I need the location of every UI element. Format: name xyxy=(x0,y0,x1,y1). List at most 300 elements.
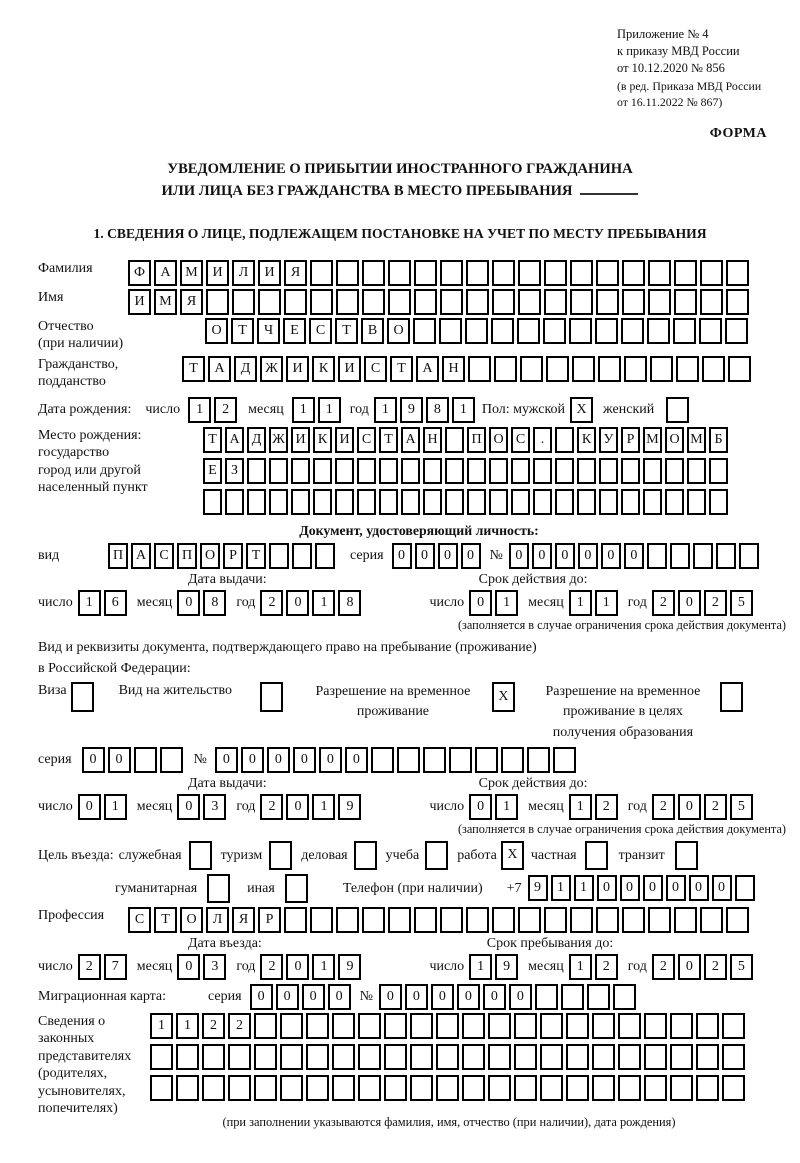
form-cell[interactable] xyxy=(514,1075,537,1101)
residence-permit-checkbox[interactable] xyxy=(260,682,283,712)
form-cell[interactable] xyxy=(336,260,359,286)
form-cell[interactable]: 2 xyxy=(704,794,727,820)
form-cell[interactable] xyxy=(647,543,667,569)
form-cell[interactable] xyxy=(700,260,723,286)
form-cell[interactable] xyxy=(726,260,749,286)
form-cell[interactable] xyxy=(696,1013,719,1039)
form-cell[interactable] xyxy=(467,458,486,484)
form-cell[interactable] xyxy=(670,1013,693,1039)
form-cell[interactable] xyxy=(269,489,288,515)
form-cell[interactable]: 1 xyxy=(292,397,315,423)
form-cell[interactable]: Т xyxy=(379,427,398,453)
form-cell[interactable] xyxy=(520,356,543,382)
form-cell[interactable] xyxy=(176,1075,199,1101)
form-cell[interactable] xyxy=(553,747,576,773)
form-cell[interactable] xyxy=(436,1013,459,1039)
form-cell[interactable] xyxy=(644,1013,667,1039)
form-cell[interactable] xyxy=(599,489,618,515)
form-cell[interactable] xyxy=(358,1013,381,1039)
form-cell[interactable] xyxy=(313,458,332,484)
form-cell[interactable] xyxy=(595,318,618,344)
form-cell[interactable]: 0 xyxy=(483,984,506,1010)
form-cell[interactable]: Е xyxy=(283,318,306,344)
form-cell[interactable] xyxy=(722,1013,745,1039)
form-cell[interactable] xyxy=(160,747,183,773)
form-cell[interactable] xyxy=(306,1044,329,1070)
form-cell[interactable] xyxy=(492,260,515,286)
form-cell[interactable] xyxy=(621,489,640,515)
form-cell[interactable]: О xyxy=(200,543,220,569)
form-cell[interactable]: 2 xyxy=(652,794,675,820)
form-cell[interactable]: 0 xyxy=(469,794,492,820)
form-cell[interactable]: 0 xyxy=(689,875,709,901)
form-cell[interactable]: 1 xyxy=(312,954,335,980)
form-cell[interactable] xyxy=(618,1044,641,1070)
form-cell[interactable]: 1 xyxy=(312,794,335,820)
form-cell[interactable] xyxy=(555,489,574,515)
form-cell[interactable]: 0 xyxy=(319,747,342,773)
form-cell[interactable] xyxy=(291,458,310,484)
form-cell[interactable]: 0 xyxy=(177,794,200,820)
form-cell[interactable]: . xyxy=(533,427,552,453)
form-cell[interactable]: О xyxy=(180,907,203,933)
form-cell[interactable]: Л xyxy=(232,260,255,286)
form-cell[interactable]: Я xyxy=(180,289,203,315)
form-cell[interactable] xyxy=(687,489,706,515)
form-cell[interactable] xyxy=(401,489,420,515)
form-cell[interactable] xyxy=(332,1013,355,1039)
form-cell[interactable] xyxy=(284,907,307,933)
form-cell[interactable]: 1 xyxy=(569,794,592,820)
form-cell[interactable] xyxy=(410,1013,433,1039)
form-cell[interactable]: Н xyxy=(423,427,442,453)
form-cell[interactable]: Р xyxy=(621,427,640,453)
form-cell[interactable]: 0 xyxy=(712,875,732,901)
form-cell[interactable]: 2 xyxy=(652,590,675,616)
form-cell[interactable] xyxy=(728,356,751,382)
form-cell[interactable]: 0 xyxy=(532,543,552,569)
form-cell[interactable]: М xyxy=(180,260,203,286)
form-cell[interactable] xyxy=(700,289,723,315)
form-cell[interactable]: 0 xyxy=(509,543,529,569)
form-cell[interactable]: 6 xyxy=(104,590,127,616)
form-cell[interactable] xyxy=(566,1013,589,1039)
form-cell[interactable] xyxy=(648,907,671,933)
form-cell[interactable] xyxy=(670,1044,693,1070)
form-cell[interactable]: А xyxy=(154,260,177,286)
form-cell[interactable]: 0 xyxy=(678,794,701,820)
form-cell[interactable] xyxy=(335,458,354,484)
form-cell[interactable] xyxy=(570,907,593,933)
form-cell[interactable]: 2 xyxy=(260,794,283,820)
form-cell[interactable] xyxy=(414,907,437,933)
form-cell[interactable] xyxy=(357,489,376,515)
form-cell[interactable]: 2 xyxy=(595,954,618,980)
form-cell[interactable]: 0 xyxy=(215,747,238,773)
form-cell[interactable]: 0 xyxy=(108,747,131,773)
form-cell[interactable] xyxy=(670,1075,693,1101)
form-cell[interactable] xyxy=(488,1013,511,1039)
form-cell[interactable]: О xyxy=(489,427,508,453)
form-cell[interactable]: 0 xyxy=(177,954,200,980)
form-cell[interactable]: О xyxy=(665,427,684,453)
form-cell[interactable] xyxy=(570,260,593,286)
form-cell[interactable] xyxy=(722,1044,745,1070)
form-cell[interactable] xyxy=(566,1044,589,1070)
form-cell[interactable] xyxy=(670,543,690,569)
form-cell[interactable]: 0 xyxy=(469,590,492,616)
form-cell[interactable] xyxy=(176,1044,199,1070)
form-cell[interactable]: И xyxy=(206,260,229,286)
form-cell[interactable]: П xyxy=(177,543,197,569)
form-cell[interactable]: 1 xyxy=(104,794,127,820)
form-cell[interactable] xyxy=(466,907,489,933)
form-cell[interactable]: С xyxy=(309,318,332,344)
form-cell[interactable]: 0 xyxy=(250,984,273,1010)
form-cell[interactable] xyxy=(533,458,552,484)
form-cell[interactable]: 8 xyxy=(203,590,226,616)
form-cell[interactable] xyxy=(384,1013,407,1039)
form-cell[interactable] xyxy=(596,289,619,315)
form-cell[interactable]: 2 xyxy=(228,1013,251,1039)
form-cell[interactable] xyxy=(269,458,288,484)
form-cell[interactable]: 0 xyxy=(555,543,575,569)
form-cell[interactable] xyxy=(566,1075,589,1101)
form-cell[interactable] xyxy=(709,458,728,484)
form-cell[interactable] xyxy=(555,427,574,453)
form-cell[interactable] xyxy=(280,1075,303,1101)
form-cell[interactable]: 0 xyxy=(302,984,325,1010)
form-cell[interactable] xyxy=(618,1075,641,1101)
form-cell[interactable]: Ж xyxy=(269,427,288,453)
form-cell[interactable]: Ж xyxy=(260,356,283,382)
form-cell[interactable] xyxy=(665,458,684,484)
form-cell[interactable]: И xyxy=(128,289,151,315)
form-cell[interactable] xyxy=(676,356,699,382)
form-cell[interactable] xyxy=(414,289,437,315)
form-cell[interactable]: З xyxy=(225,458,244,484)
form-cell[interactable] xyxy=(648,289,671,315)
form-cell[interactable] xyxy=(362,289,385,315)
form-cell[interactable] xyxy=(613,984,636,1010)
form-cell[interactable]: Т xyxy=(182,356,205,382)
form-cell[interactable] xyxy=(501,747,524,773)
form-cell[interactable]: 3 xyxy=(203,794,226,820)
form-cell[interactable] xyxy=(462,1044,485,1070)
form-cell[interactable] xyxy=(514,1044,537,1070)
form-cell[interactable] xyxy=(384,1044,407,1070)
form-cell[interactable] xyxy=(518,260,541,286)
form-cell[interactable]: 1 xyxy=(569,954,592,980)
form-cell[interactable] xyxy=(358,1075,381,1101)
form-cell[interactable] xyxy=(511,489,530,515)
form-cell[interactable]: 9 xyxy=(495,954,518,980)
form-cell[interactable]: С xyxy=(154,543,174,569)
form-cell[interactable] xyxy=(572,356,595,382)
form-cell[interactable]: М xyxy=(643,427,662,453)
form-cell[interactable] xyxy=(306,1013,329,1039)
form-cell[interactable] xyxy=(401,458,420,484)
form-cell[interactable]: К xyxy=(577,427,596,453)
form-cell[interactable]: С xyxy=(364,356,387,382)
form-cell[interactable] xyxy=(475,747,498,773)
form-cell[interactable] xyxy=(644,1075,667,1101)
form-cell[interactable] xyxy=(462,1075,485,1101)
form-cell[interactable]: А xyxy=(401,427,420,453)
form-cell[interactable] xyxy=(313,489,332,515)
form-cell[interactable] xyxy=(332,1075,355,1101)
form-cell[interactable] xyxy=(336,289,359,315)
form-cell[interactable] xyxy=(440,260,463,286)
form-cell[interactable]: 5 xyxy=(730,954,753,980)
form-cell[interactable]: 2 xyxy=(652,954,675,980)
form-cell[interactable]: 2 xyxy=(704,954,727,980)
form-cell[interactable]: К xyxy=(312,356,335,382)
form-cell[interactable]: И xyxy=(338,356,361,382)
form-cell[interactable]: 0 xyxy=(678,954,701,980)
form-cell[interactable] xyxy=(546,356,569,382)
form-cell[interactable] xyxy=(618,1013,641,1039)
form-cell[interactable] xyxy=(693,543,713,569)
form-cell[interactable] xyxy=(423,458,442,484)
form-cell[interactable]: М xyxy=(154,289,177,315)
form-cell[interactable] xyxy=(643,458,662,484)
form-cell[interactable] xyxy=(247,489,266,515)
form-cell[interactable]: 0 xyxy=(431,984,454,1010)
form-cell[interactable] xyxy=(440,907,463,933)
form-cell[interactable] xyxy=(687,458,706,484)
form-cell[interactable]: 0 xyxy=(293,747,316,773)
form-cell[interactable]: 2 xyxy=(260,954,283,980)
form-cell[interactable]: П xyxy=(108,543,128,569)
form-cell[interactable]: 0 xyxy=(620,875,640,901)
purpose-study-checkbox[interactable] xyxy=(425,841,448,870)
form-cell[interactable]: 1 xyxy=(551,875,571,901)
form-cell[interactable] xyxy=(533,489,552,515)
form-cell[interactable] xyxy=(284,289,307,315)
form-cell[interactable]: 5 xyxy=(730,794,753,820)
form-cell[interactable]: А xyxy=(225,427,244,453)
form-cell[interactable]: 1 xyxy=(469,954,492,980)
form-cell[interactable] xyxy=(699,318,722,344)
form-cell[interactable] xyxy=(555,458,574,484)
form-cell[interactable]: Т xyxy=(231,318,254,344)
form-cell[interactable]: 1 xyxy=(574,875,594,901)
form-cell[interactable] xyxy=(622,907,645,933)
form-cell[interactable] xyxy=(462,1013,485,1039)
form-cell[interactable] xyxy=(202,1075,225,1101)
form-cell[interactable]: Л xyxy=(206,907,229,933)
form-cell[interactable] xyxy=(362,907,385,933)
form-cell[interactable] xyxy=(423,747,446,773)
form-cell[interactable]: 9 xyxy=(338,954,361,980)
gender-female-checkbox[interactable] xyxy=(666,397,689,423)
form-cell[interactable]: 2 xyxy=(78,954,101,980)
form-cell[interactable]: 9 xyxy=(338,794,361,820)
form-cell[interactable]: Е xyxy=(203,458,222,484)
form-cell[interactable]: 9 xyxy=(528,875,548,901)
form-cell[interactable]: А xyxy=(131,543,151,569)
form-cell[interactable] xyxy=(644,1044,667,1070)
form-cell[interactable] xyxy=(599,458,618,484)
form-cell[interactable]: 0 xyxy=(78,794,101,820)
form-cell[interactable] xyxy=(371,747,394,773)
form-cell[interactable] xyxy=(134,747,157,773)
form-cell[interactable] xyxy=(203,489,222,515)
form-cell[interactable] xyxy=(569,318,592,344)
form-cell[interactable]: 1 xyxy=(495,590,518,616)
form-cell[interactable]: И xyxy=(335,427,354,453)
form-cell[interactable]: О xyxy=(205,318,228,344)
form-cell[interactable] xyxy=(247,458,266,484)
form-cell[interactable] xyxy=(598,356,621,382)
form-cell[interactable]: Т xyxy=(390,356,413,382)
form-cell[interactable] xyxy=(647,318,670,344)
form-cell[interactable] xyxy=(232,289,255,315)
form-cell[interactable] xyxy=(543,318,566,344)
purpose-delovaya-checkbox[interactable] xyxy=(354,841,377,870)
purpose-humanitarian-checkbox[interactable] xyxy=(207,874,230,903)
form-cell[interactable] xyxy=(410,1075,433,1101)
purpose-work-checkbox[interactable]: X xyxy=(501,841,524,870)
form-cell[interactable] xyxy=(622,260,645,286)
form-cell[interactable] xyxy=(388,907,411,933)
form-cell[interactable]: Ф xyxy=(128,260,151,286)
form-cell[interactable]: 2 xyxy=(202,1013,225,1039)
form-cell[interactable]: 1 xyxy=(176,1013,199,1039)
form-cell[interactable] xyxy=(726,289,749,315)
form-cell[interactable] xyxy=(335,489,354,515)
form-cell[interactable]: 1 xyxy=(318,397,341,423)
form-cell[interactable]: Т xyxy=(246,543,266,569)
form-cell[interactable]: 0 xyxy=(286,954,309,980)
form-cell[interactable] xyxy=(592,1013,615,1039)
form-cell[interactable]: М xyxy=(687,427,706,453)
form-cell[interactable] xyxy=(357,458,376,484)
form-cell[interactable] xyxy=(310,260,333,286)
form-cell[interactable] xyxy=(445,458,464,484)
form-cell[interactable] xyxy=(535,984,558,1010)
form-cell[interactable] xyxy=(621,318,644,344)
form-cell[interactable]: Ч xyxy=(257,318,280,344)
form-cell[interactable] xyxy=(491,318,514,344)
form-cell[interactable] xyxy=(561,984,584,1010)
form-cell[interactable] xyxy=(310,289,333,315)
form-cell[interactable]: В xyxy=(361,318,384,344)
form-cell[interactable] xyxy=(643,489,662,515)
form-cell[interactable] xyxy=(592,1044,615,1070)
form-cell[interactable]: 0 xyxy=(624,543,644,569)
form-cell[interactable] xyxy=(511,458,530,484)
form-cell[interactable] xyxy=(696,1075,719,1101)
form-cell[interactable]: А xyxy=(416,356,439,382)
form-cell[interactable]: 0 xyxy=(601,543,621,569)
form-cell[interactable]: С xyxy=(511,427,530,453)
form-cell[interactable] xyxy=(150,1044,173,1070)
form-cell[interactable] xyxy=(410,1044,433,1070)
form-cell[interactable]: 1 xyxy=(312,590,335,616)
form-cell[interactable] xyxy=(388,260,411,286)
form-cell[interactable]: Б xyxy=(709,427,728,453)
form-cell[interactable] xyxy=(254,1013,277,1039)
form-cell[interactable] xyxy=(445,489,464,515)
form-cell[interactable] xyxy=(716,543,736,569)
form-cell[interactable] xyxy=(596,260,619,286)
form-cell[interactable]: О xyxy=(387,318,410,344)
form-cell[interactable] xyxy=(258,289,281,315)
form-cell[interactable] xyxy=(514,1013,537,1039)
form-cell[interactable]: 9 xyxy=(400,397,423,423)
form-cell[interactable] xyxy=(388,289,411,315)
temp-residence-edu-checkbox[interactable] xyxy=(720,682,743,712)
form-cell[interactable] xyxy=(445,427,464,453)
form-cell[interactable]: 8 xyxy=(426,397,449,423)
form-cell[interactable] xyxy=(492,907,515,933)
form-cell[interactable] xyxy=(310,907,333,933)
form-cell[interactable]: П xyxy=(467,427,486,453)
form-cell[interactable] xyxy=(202,1044,225,1070)
form-cell[interactable]: 0 xyxy=(241,747,264,773)
form-cell[interactable] xyxy=(384,1075,407,1101)
form-cell[interactable] xyxy=(414,260,437,286)
form-cell[interactable]: 1 xyxy=(569,590,592,616)
form-cell[interactable]: 3 xyxy=(203,954,226,980)
form-cell[interactable] xyxy=(362,260,385,286)
form-cell[interactable]: 1 xyxy=(595,590,618,616)
form-cell[interactable] xyxy=(440,289,463,315)
form-cell[interactable]: Я xyxy=(232,907,255,933)
form-cell[interactable]: Т xyxy=(335,318,358,344)
form-cell[interactable] xyxy=(489,489,508,515)
form-cell[interactable]: 2 xyxy=(260,590,283,616)
form-cell[interactable]: 8 xyxy=(338,590,361,616)
form-cell[interactable] xyxy=(397,747,420,773)
form-cell[interactable] xyxy=(332,1044,355,1070)
form-cell[interactable] xyxy=(709,489,728,515)
form-cell[interactable] xyxy=(624,356,647,382)
form-cell[interactable] xyxy=(436,1075,459,1101)
form-cell[interactable] xyxy=(468,356,491,382)
form-cell[interactable] xyxy=(306,1075,329,1101)
form-cell[interactable]: 1 xyxy=(78,590,101,616)
form-cell[interactable] xyxy=(540,1044,563,1070)
form-cell[interactable]: 0 xyxy=(177,590,200,616)
form-cell[interactable]: 7 xyxy=(104,954,127,980)
form-cell[interactable] xyxy=(336,907,359,933)
form-cell[interactable] xyxy=(517,318,540,344)
form-cell[interactable] xyxy=(291,489,310,515)
form-cell[interactable] xyxy=(577,489,596,515)
form-cell[interactable] xyxy=(488,1044,511,1070)
form-cell[interactable]: 0 xyxy=(286,590,309,616)
form-cell[interactable] xyxy=(489,458,508,484)
form-cell[interactable]: И xyxy=(258,260,281,286)
form-cell[interactable] xyxy=(674,260,697,286)
purpose-other-checkbox[interactable] xyxy=(285,874,308,903)
form-cell[interactable] xyxy=(540,1013,563,1039)
form-cell[interactable]: 0 xyxy=(328,984,351,1010)
form-cell[interactable]: Р xyxy=(223,543,243,569)
form-cell[interactable] xyxy=(449,747,472,773)
form-cell[interactable] xyxy=(702,356,725,382)
form-cell[interactable] xyxy=(379,458,398,484)
form-cell[interactable] xyxy=(722,1075,745,1101)
form-cell[interactable]: У xyxy=(599,427,618,453)
form-cell[interactable] xyxy=(621,458,640,484)
form-cell[interactable]: 0 xyxy=(578,543,598,569)
form-cell[interactable] xyxy=(488,1075,511,1101)
form-cell[interactable]: А xyxy=(208,356,231,382)
